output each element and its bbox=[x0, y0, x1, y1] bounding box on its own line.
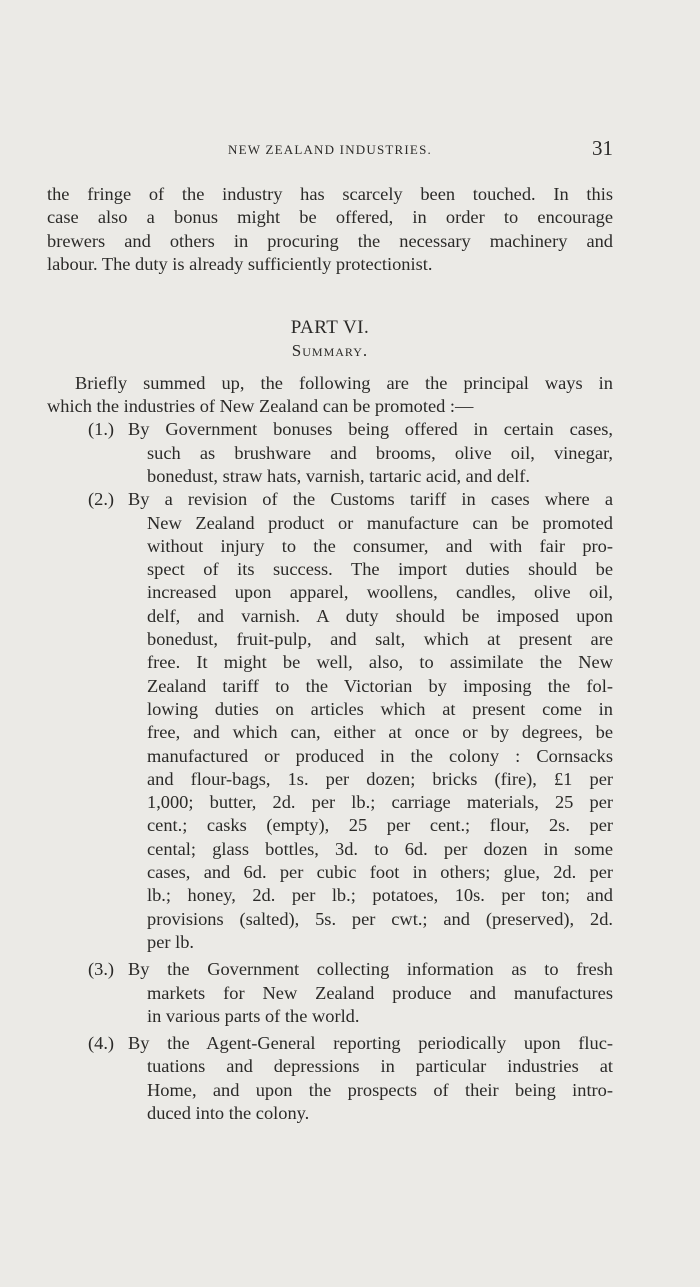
text-line: By Government bonuses being offered in certain cases, bbox=[128, 419, 613, 440]
text-line: and flour-bags, 1s. per dozen; bricks (fire), £1 per bbox=[147, 768, 613, 789]
text-line: manufactured or produced in the colony : Cornsacks bbox=[147, 745, 613, 766]
text-line: tuations and depressions in particular industries at bbox=[147, 1056, 613, 1077]
text-line: without injury to the consumer, and with fair pro- bbox=[147, 535, 613, 556]
text-line: free. It might be well, also, to assimilate the New bbox=[147, 652, 613, 673]
item-number: (3.) bbox=[88, 959, 115, 980]
part-heading: PART VI. bbox=[290, 317, 370, 339]
text-line: per lb. bbox=[147, 931, 194, 952]
item-number: (1.) bbox=[88, 419, 115, 440]
text-line: cent.; casks (empty), 25 per cent.; flour, 2s. per bbox=[147, 815, 613, 836]
text-line: markets for New Zealand produce and manufactures bbox=[147, 982, 613, 1003]
text-line: By the Government collecting information as to fresh bbox=[128, 959, 613, 980]
text-line: New Zealand product or manufacture can be promoted bbox=[147, 512, 613, 533]
text-line: cental; glass bottles, 3d. to 6d. per dozen in some bbox=[147, 838, 613, 859]
page-header bbox=[47, 136, 613, 160]
list-item bbox=[47, 488, 613, 954]
text-line: provisions (salted), 5s. per cwt.; and (preserved), 2d. bbox=[147, 908, 613, 929]
page-body bbox=[47, 183, 613, 1125]
text-line: case also a bonus might be offered, in order to encourage bbox=[47, 207, 613, 228]
text-line: brewers and others in procuring the necessary machinery and bbox=[47, 230, 613, 251]
summary-list bbox=[47, 418, 613, 1125]
summary-heading: Summary. bbox=[291, 341, 369, 361]
text-line: which the industries of New Zealand can be promoted :— bbox=[47, 396, 474, 417]
running-title: NEW ZEALAND INDUSTRIES. bbox=[228, 142, 432, 157]
intro-paragraph bbox=[47, 372, 613, 419]
list-item bbox=[47, 958, 613, 1028]
text-line: By a revision of the Customs tariff in cases where a bbox=[128, 489, 613, 510]
text-line: increased upon apparel, woollens, candles, olive oil, bbox=[147, 582, 613, 603]
item-number: (2.) bbox=[88, 489, 115, 510]
text-line: By the Agent-General reporting periodically upon fluc- bbox=[128, 1033, 613, 1054]
list-item-first-line bbox=[47, 1032, 613, 1055]
text-line: Home, and upon the prospects of their being intro- bbox=[147, 1079, 613, 1100]
text-line: Briefly summed up, the following are the principal ways in bbox=[75, 372, 613, 393]
item-number: (4.) bbox=[88, 1033, 115, 1054]
text-line: Zealand tariff to the Victorian by imposing the fol- bbox=[147, 675, 613, 696]
text-line: cases, and 6d. per cubic foot in others; glue, 2d. per bbox=[147, 862, 613, 883]
text-line: bonedust, fruit-pulp, and salt, which at present are bbox=[147, 629, 613, 650]
text-line: 1,000; butter, 2d. per lb.; carriage materials, 25 per bbox=[147, 792, 613, 813]
text-line: lb.; honey, 2d. per lb.; potatoes, 10s. per ton; and bbox=[147, 885, 613, 906]
list-item-first-line bbox=[47, 488, 613, 511]
text-line: the fringe of the industry has scarcely been touched. In this bbox=[47, 184, 613, 204]
text-line: spect of its success. The import duties should be bbox=[147, 559, 613, 580]
list-item-first-line bbox=[47, 958, 613, 981]
text-line: duced into the colony. bbox=[147, 1102, 310, 1123]
continuation-paragraph bbox=[47, 183, 613, 276]
list-item bbox=[47, 1032, 613, 1125]
page-number: 31 bbox=[592, 136, 613, 160]
text-line: in various parts of the world. bbox=[147, 1005, 360, 1026]
text-line: delf, and varnish. A duty should be imposed upon bbox=[147, 605, 613, 626]
list-item-first-line bbox=[47, 418, 613, 441]
text-line: lowing duties on articles which at present come in bbox=[147, 698, 613, 719]
text-line: such as brushware and brooms, olive oil, vinegar, bbox=[147, 442, 613, 463]
list-item bbox=[47, 418, 613, 488]
text-line: bonedust, straw hats, varnish, tartaric acid, and delf. bbox=[147, 465, 531, 486]
text-line: labour. The duty is already sufficiently protectionist. bbox=[47, 253, 433, 274]
text-line: free, and which can, either at once or by degrees, be bbox=[147, 722, 613, 743]
